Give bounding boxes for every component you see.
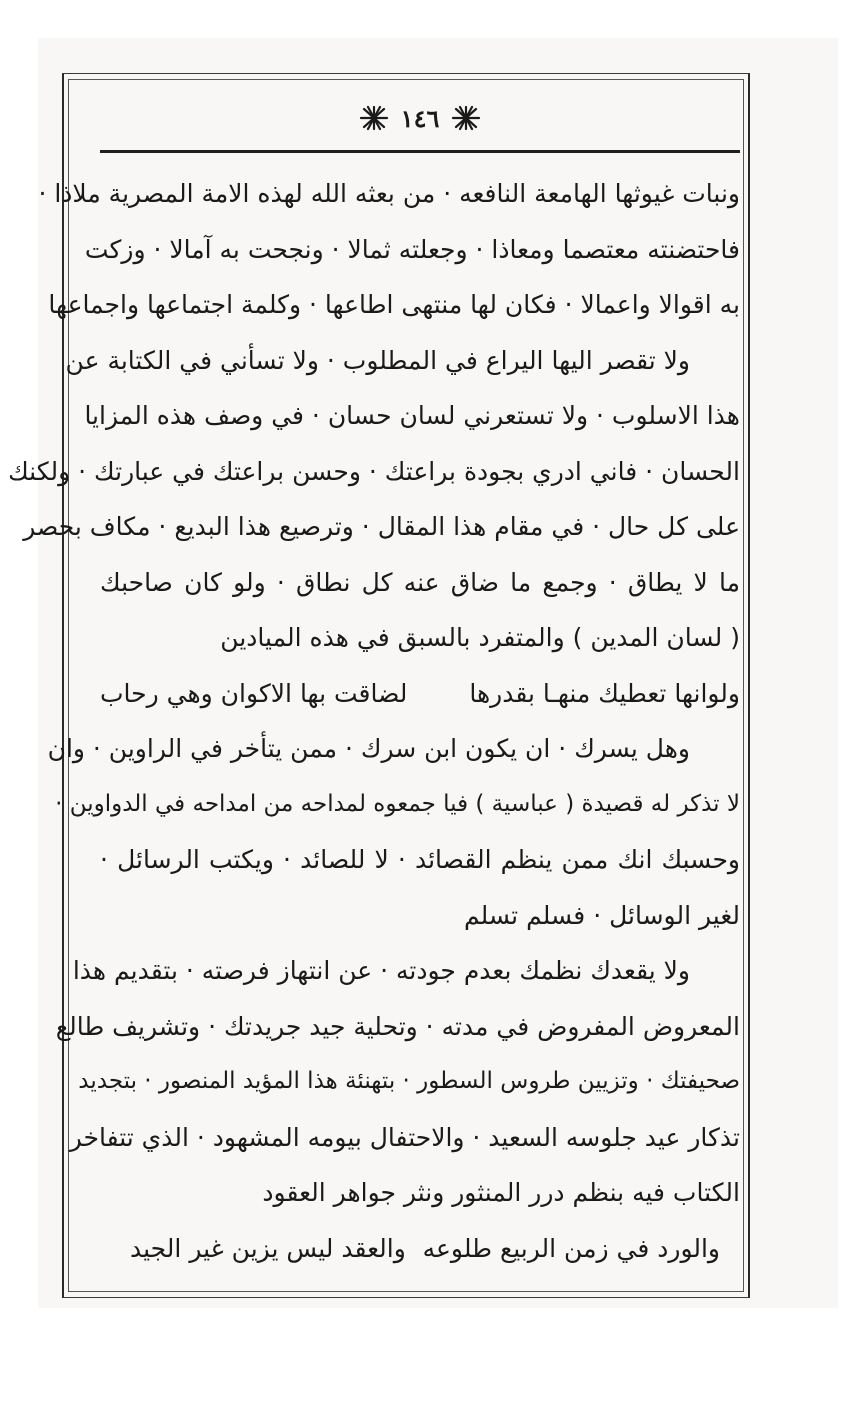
- text-line: المعروض المفروض في مدته · وتحلية جيد جريدتك · وتشريف طالع: [55, 1011, 740, 1041]
- verse-hemistich: لضاقت بها الاكوان وهي رحاب: [100, 678, 408, 708]
- text-line: الحسان · فاني ادري بجودة براعتك · وحسن براعتك في عبارتك · ولكنك: [8, 456, 740, 486]
- text-line: تذكار عيد جلوسه السعيد · والاحتفال بيومه المشهود · الذي تتفاخر: [69, 1122, 740, 1152]
- text-line: ( لسان المدين ) والمتفرد بالسبق في هذه الميادين: [220, 623, 740, 652]
- text-line: لغير الوسائل · فسلم تسلم: [463, 900, 740, 930]
- text-line: فاحتضنته معتصما ومعاذا · وجعلته ثمالا · ونجحت به آمالا · وزكت: [84, 234, 740, 264]
- page-number: ١٤٦: [400, 103, 440, 133]
- text-line: صحيفتك · وتزيين طروس السطور · بتهنئة هذا المؤيد المنصور · بتجديد: [78, 1068, 740, 1094]
- text-line: الكتاب فيه بنظم درر المنثور ونثر جواهر العقود: [262, 1178, 740, 1207]
- verse-hemistich: ولوانها تعطيك منهـا بقدرها: [469, 678, 740, 708]
- page-header: [100, 96, 740, 140]
- verse-line: [100, 666, 740, 722]
- text-line: ونبات غيوثها الهامعة النافعه · من بعثه الله لهذه الامة المصرية ملاذا ·: [38, 179, 740, 208]
- header-rule: [100, 150, 740, 153]
- text-line: وحسبك انك ممن ينظم القصائد · لا للصائد · ويكتب الرسائل ·: [100, 845, 740, 874]
- star-ornament-icon: [449, 105, 483, 131]
- text-line: ولا يقعدك نظمك بعدم جودته · عن انتهاز فرصته · بتقديم هذا: [72, 956, 690, 985]
- verse-hemistich: والورد في زمن الربيع طلوعه: [422, 1233, 720, 1263]
- text-line: وهل يسرك · ان يكون ابن سرك · ممن يتأخر في الراوين · وان: [47, 734, 690, 763]
- star-ornament-icon: [357, 105, 391, 131]
- text-line: ما لا يطاق · وجمع ما ضاق عنه كل نطاق · ولو كان صاحبك: [100, 567, 740, 597]
- verse-line: [100, 1221, 740, 1277]
- verse-hemistich: والعقد ليس يزين غير الجيد: [130, 1233, 406, 1263]
- text-line: به اقوالا واعمالا · فكان لها منتهى اطاعها · وكلمة اجتماعها واجماعها: [48, 290, 740, 319]
- page-body: [8, 166, 740, 1276]
- text-line: هذا الاسلوب · ولا تستعرني لسان حسان · في وصف هذه المزايا: [84, 401, 740, 430]
- text-line: ولا تقصر اليها اليراع في المطلوب · ولا تسأني في الكتابة عن: [65, 345, 690, 375]
- text-line: لا تذكر له قصيدة ( عباسية ) فيا جمعوه لمداحه من امداحه في الدواوين ·: [55, 790, 740, 817]
- text-line: على كل حال · في مقام هذا المقال · وترصيع هذا البديع · مكاف بحصر: [23, 512, 740, 541]
